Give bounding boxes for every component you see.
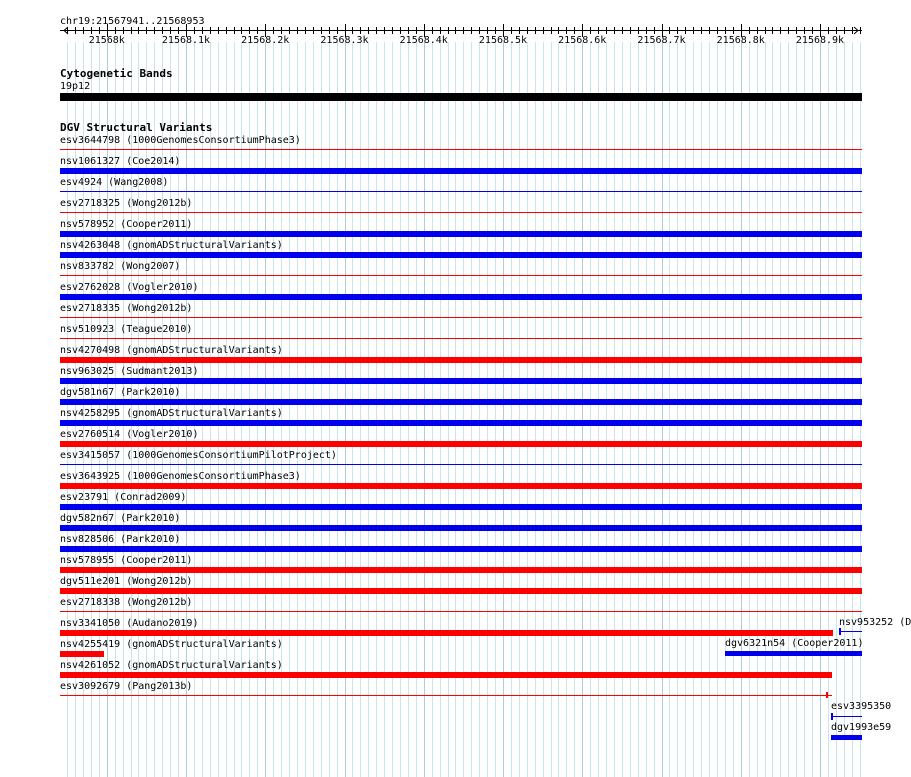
variant-bar-loss[interactable] bbox=[60, 275, 862, 276]
variant-label[interactable]: nsv4263048 (gnomADStructuralVariants) bbox=[60, 240, 283, 251]
variant-bar-loss[interactable] bbox=[60, 630, 833, 636]
variant-bar-gain[interactable] bbox=[60, 231, 862, 237]
variant-bar-loss[interactable] bbox=[60, 651, 104, 657]
variant-label[interactable]: esv2718335 (Wong2012b) bbox=[60, 303, 193, 314]
variant-bar-loss[interactable] bbox=[60, 567, 862, 573]
variant-bar-gain[interactable] bbox=[60, 399, 862, 405]
variant-bar-gain[interactable] bbox=[831, 735, 862, 740]
variant-bar-gain[interactable] bbox=[60, 378, 862, 384]
variant-bar-gain[interactable] bbox=[60, 252, 862, 258]
variant-bar-gain[interactable] bbox=[60, 294, 862, 300]
variant-label[interactable]: esv2762028 (Vogler2010) bbox=[60, 282, 199, 293]
variant-label[interactable]: esv3415057 (1000GenomesConsortiumPilotProject) bbox=[60, 450, 337, 461]
variant-bar-gain[interactable] bbox=[60, 464, 862, 465]
variant-label[interactable]: nsv4255419 (gnomADStructuralVariants) bbox=[60, 639, 283, 650]
variant-label[interactable]: nsv828506 (Park2010) bbox=[60, 534, 181, 545]
variant-label[interactable]: nsv510923 (Teague2010) bbox=[60, 324, 193, 335]
variant-label[interactable]: nsv963025 (Sudmant2013) bbox=[60, 366, 199, 377]
variant-label[interactable]: dgv582n67 (Park2010) bbox=[60, 513, 181, 524]
variant-bar-gain[interactable] bbox=[60, 525, 862, 531]
variant-bar-gain[interactable] bbox=[60, 168, 862, 174]
ruler-tick-label: 21568.4k bbox=[399, 35, 448, 46]
variant-label[interactable]: esv3643925 (1000GenomesConsortiumPhase3) bbox=[60, 471, 301, 482]
variant-label[interactable]: esv23791 (Conrad2009) bbox=[60, 492, 187, 503]
ruler-tick-label: 21568k bbox=[88, 35, 125, 46]
dgv-track-title: DGV Structural Variants bbox=[60, 121, 213, 134]
variant-label[interactable]: nsv578952 (Cooper2011) bbox=[60, 219, 193, 230]
variant-bar-gain[interactable] bbox=[60, 191, 862, 192]
variant-bar-gain[interactable] bbox=[831, 716, 862, 717]
variant-label[interactable]: esv4924 (Wang2008) bbox=[60, 177, 169, 188]
variant-label[interactable]: esv2760514 (Vogler2010) bbox=[60, 429, 199, 440]
variant-label[interactable]: nsv4261052 (gnomADStructuralVariants) bbox=[60, 660, 283, 671]
variant-bar-gain[interactable] bbox=[60, 546, 862, 552]
ruler-tick-label: 21568.2k bbox=[241, 35, 290, 46]
variant-bar-gain[interactable] bbox=[60, 504, 862, 510]
variant-label[interactable]: esv3395350 bbox=[831, 701, 892, 712]
variant-label[interactable]: nsv1061327 (Coe2014) bbox=[60, 156, 181, 167]
ruler-tick-label: 21568.6k bbox=[558, 35, 607, 46]
variant-label[interactable]: esv2718338 (Wong2012b) bbox=[60, 597, 193, 608]
variant-label[interactable]: dgv581n67 (Park2010) bbox=[60, 387, 181, 398]
variant-label[interactable]: nsv833782 (Wong2007) bbox=[60, 261, 181, 272]
variant-bar-loss[interactable] bbox=[60, 588, 862, 594]
variant-start-marker bbox=[831, 713, 833, 720]
variant-bar-loss[interactable] bbox=[60, 149, 862, 150]
variant-bar-gain[interactable] bbox=[60, 420, 862, 426]
location-label: chr19:21567941..21568953 bbox=[60, 16, 205, 27]
cytoband-label: 19p12 bbox=[60, 81, 91, 92]
ruler-tick-label: 21568.3k bbox=[320, 35, 369, 46]
variant-label[interactable]: nsv3341050 (Audano2019) bbox=[60, 618, 199, 629]
variant-start-marker bbox=[839, 628, 841, 635]
variant-bar-loss[interactable] bbox=[60, 611, 862, 612]
ruler-tick-label: 21568.7k bbox=[637, 35, 686, 46]
variant-label[interactable]: nsv953252 (D bbox=[839, 617, 911, 628]
variant-label[interactable]: nsv578955 (Cooper2011) bbox=[60, 555, 193, 566]
variant-label[interactable]: nsv4270498 (gnomADStructuralVariants) bbox=[60, 345, 283, 356]
ruler-tick-label: 21568.8k bbox=[716, 35, 765, 46]
variant-bar-loss[interactable] bbox=[60, 695, 832, 696]
variant-bar-gain[interactable] bbox=[725, 651, 862, 656]
variant-bar-loss[interactable] bbox=[60, 317, 862, 318]
variant-label[interactable]: esv3644798 (1000GenomesConsortiumPhase3) bbox=[60, 135, 301, 146]
variant-label[interactable]: esv3092679 (Pang2013b) bbox=[60, 681, 193, 692]
variant-label[interactable]: dgv511e201 (Wong2012b) bbox=[60, 576, 193, 587]
variant-bar-loss[interactable] bbox=[60, 212, 862, 213]
variant-bar-loss[interactable] bbox=[60, 483, 862, 489]
variant-label[interactable]: dgv1993e59 bbox=[831, 722, 892, 733]
variant-label[interactable]: esv2718325 (Wong2012b) bbox=[60, 198, 193, 209]
ruler-tick-label: 21568.5k bbox=[478, 35, 528, 46]
variant-bar-loss[interactable] bbox=[60, 338, 862, 339]
variant-bar-loss[interactable] bbox=[60, 441, 862, 447]
variant-label[interactable]: nsv4258295 (gnomADStructuralVariants) bbox=[60, 408, 283, 419]
variant-bar-loss[interactable] bbox=[60, 357, 862, 363]
variant-bar-gain[interactable] bbox=[839, 631, 862, 632]
cytoband-bar[interactable] bbox=[60, 93, 862, 101]
ruler-tick-label: 21568.9k bbox=[795, 35, 845, 46]
ruler-tick-label: 21568.1k bbox=[161, 35, 211, 46]
variant-bar-loss[interactable] bbox=[60, 672, 832, 678]
variant-label[interactable]: dgv6321n54 (Cooper2011) bbox=[725, 638, 864, 649]
cytoband-track-title: Cytogenetic Bands bbox=[60, 67, 173, 80]
variant-end-marker bbox=[826, 692, 828, 698]
